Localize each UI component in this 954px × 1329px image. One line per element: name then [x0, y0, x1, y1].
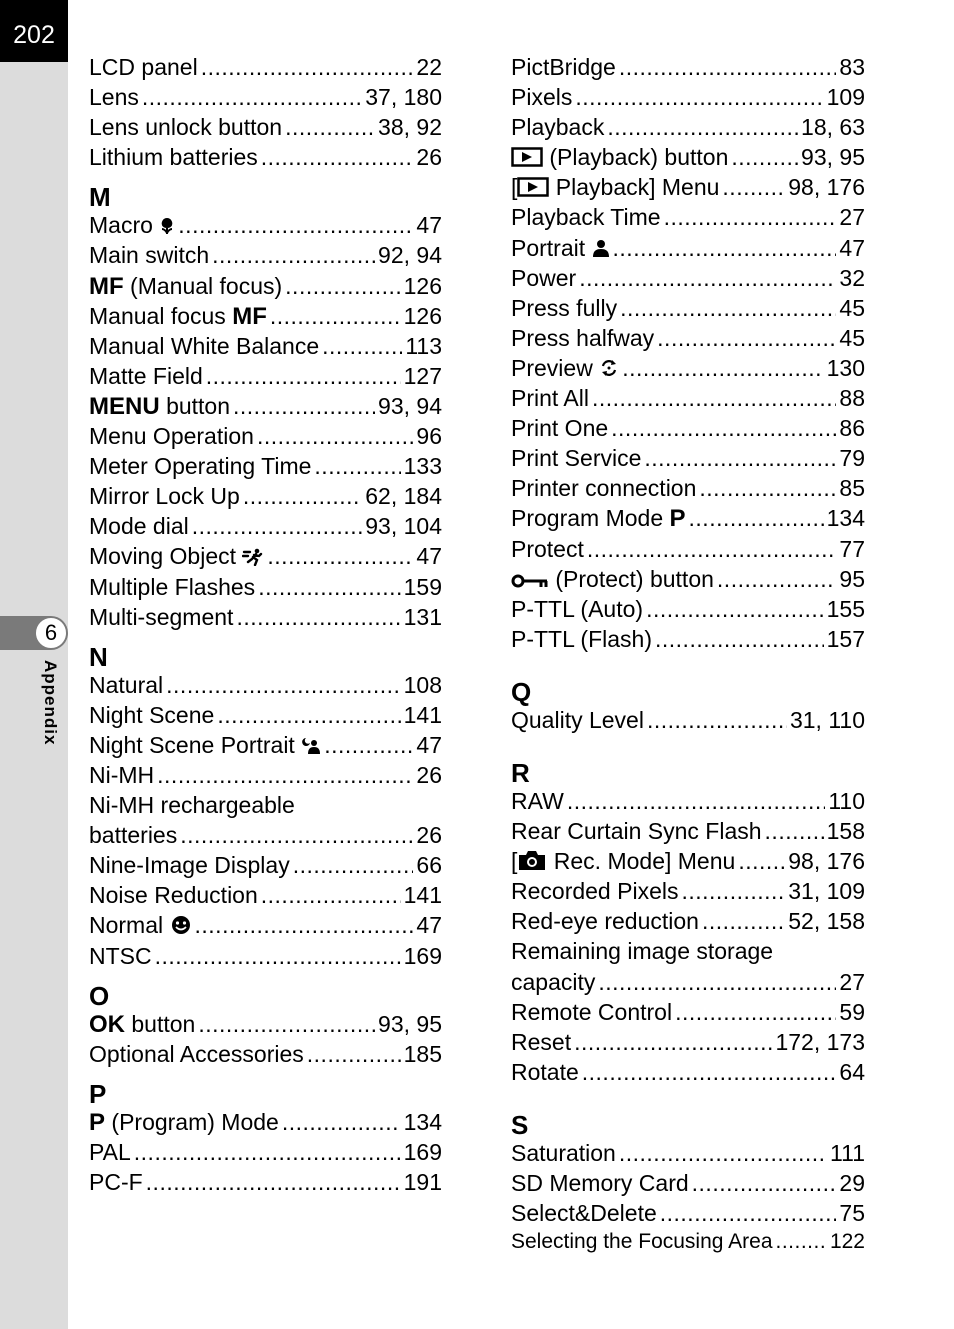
- index-entry: PictBridge ..... 83: [511, 54, 865, 84]
- index-entry: LCD panel ..... 22: [89, 54, 442, 84]
- macro-flower-icon: [159, 214, 175, 241]
- index-entry: Pixels ..... 109: [511, 84, 865, 114]
- index-entry: Print All ..... 88: [511, 385, 865, 415]
- index-entry: Recorded Pixels ..... 31, 109: [511, 878, 865, 908]
- index-entry: PAL ..... 169: [89, 1139, 442, 1169]
- index-entry: Main switch ..... 92, 94: [89, 242, 442, 272]
- index-entry: [ Rec. Mode] Menu ..... 98, 176: [511, 848, 865, 878]
- index-entry: Red-eye reduction ..... 52, 158: [511, 908, 865, 938]
- section-heading: S: [511, 1109, 529, 1140]
- index-entry: batteries ..... 26: [89, 822, 442, 852]
- index-entry: Macro ..... 47: [89, 212, 442, 242]
- section-heading: R: [511, 757, 530, 788]
- index-entry: Ni-MH rechargeable: [89, 792, 295, 819]
- index-entry: OK button ..... 93, 95: [89, 1011, 442, 1041]
- index-entry: Selecting the Focusing Area ..... 122: [511, 1230, 865, 1260]
- index-entry: (Playback) button ..... 93, 95: [511, 144, 865, 174]
- index-entry: MENU button ..... 93, 94: [89, 393, 442, 423]
- index-entry: NTSC ..... 169: [89, 943, 442, 973]
- index-entry: Natural ..... 108: [89, 672, 442, 702]
- index-entry: Program Mode P ..... 134: [511, 505, 865, 535]
- index-entry: (Protect) button ..... 95: [511, 566, 865, 596]
- index-column-right: [511, 54, 865, 1260]
- playback-icon: [517, 176, 549, 203]
- index-entry: Playback Time ..... 27: [511, 204, 865, 234]
- index-entry: Multi-segment ..... 131: [89, 604, 442, 634]
- index-entry: Rear Curtain Sync Flash ..... 158: [511, 818, 865, 848]
- mf-symbol: MF: [232, 302, 267, 330]
- index-entry: Portrait ..... 47: [511, 235, 865, 265]
- moving-object-runner-icon: [242, 545, 264, 572]
- index-entry: Lens unlock button ..... 38, 92: [89, 114, 442, 144]
- portrait-person-icon: [592, 237, 610, 264]
- index-entry: Manual White Balance ..... 113: [89, 333, 442, 363]
- mf-symbol: MF: [89, 272, 124, 300]
- program-symbol: P: [89, 1108, 106, 1136]
- preview-refresh-icon: [599, 357, 619, 384]
- chapter-number: 6: [35, 617, 67, 649]
- index-entry: Moving Object ..... 47: [89, 543, 442, 573]
- index-entry: Lens ..... 37, 180: [89, 84, 442, 114]
- index-entry: MF (Manual focus) ..... 126: [89, 273, 442, 303]
- index-entry: Power ..... 32: [511, 265, 865, 295]
- index-entry: PC-F ..... 191: [89, 1169, 442, 1199]
- index-entry: capacity ..... 27: [511, 969, 865, 999]
- index-entry: Press halfway ..... 45: [511, 325, 865, 355]
- index-entry: Quality Level ..... 31, 110: [511, 707, 865, 737]
- index-entry: Playback ..... 18, 63: [511, 114, 865, 144]
- index-entry: P (Program) Mode ..... 134: [89, 1109, 442, 1139]
- index-entry: Matte Field ..... 127: [89, 363, 442, 393]
- menu-symbol: MENU: [89, 392, 160, 420]
- protect-key-icon: [511, 568, 549, 595]
- index-entry: Remote Control ..... 59: [511, 999, 865, 1029]
- index-entry: Night Scene Portrait ..... 47: [89, 732, 442, 762]
- index-entry: Mirror Lock Up ..... 62, 184: [89, 483, 442, 513]
- program-symbol: P: [669, 505, 686, 533]
- playback-icon: [511, 146, 543, 173]
- ok-symbol: OK: [89, 1010, 125, 1038]
- index-column-left: [89, 54, 442, 1199]
- index-entry: Normal ..... 47: [89, 912, 442, 942]
- section-heading: P: [89, 1078, 107, 1109]
- page-number: 202: [0, 0, 68, 62]
- index-entry: Mode dial ..... 93, 104: [89, 513, 442, 543]
- index-entry: Select&Delete ..... 75: [511, 1200, 865, 1230]
- index-entry: Printer connection ..... 85: [511, 475, 865, 505]
- index-entry: RAW ..... 110: [511, 788, 865, 818]
- index-entry: Print One ..... 86: [511, 415, 865, 445]
- camera-icon: [517, 849, 547, 877]
- index-entry: Press fully ..... 45: [511, 295, 865, 325]
- normal-smiley-icon: [170, 914, 192, 941]
- index-entry: Menu Operation ..... 96: [89, 423, 442, 453]
- index-entry: Rotate ..... 64: [511, 1059, 865, 1089]
- index-entry: SD Memory Card ..... 29: [511, 1170, 865, 1200]
- index-entry: Optional Accessories ..... 185: [89, 1041, 442, 1071]
- index-entry: Noise Reduction ..... 141: [89, 882, 442, 912]
- index-entry: Nine-Image Display ..... 66: [89, 852, 442, 882]
- index-entry: Ni-MH ..... 26: [89, 762, 442, 792]
- index-entry: Manual focus MF ..... 126: [89, 303, 442, 333]
- section-heading: Q: [511, 676, 532, 707]
- index-entry: Print Service ..... 79: [511, 445, 865, 475]
- section-heading: N: [89, 641, 108, 672]
- night-scene-portrait-icon: [301, 734, 321, 761]
- index-entry: Night Scene ..... 141: [89, 702, 442, 732]
- section-heading: O: [89, 980, 110, 1011]
- index-entry: Protect ..... 77: [511, 536, 865, 566]
- index-entry: Saturation ..... 111: [511, 1140, 865, 1170]
- section-heading: M: [89, 182, 111, 213]
- index-entry: Remaining image storage: [511, 938, 774, 965]
- index-entry: Lithium batteries ..... 26: [89, 144, 442, 174]
- chapter-label: Appendix: [41, 660, 60, 746]
- index-entry: P-TTL (Auto) ..... 155: [511, 596, 865, 626]
- index-entry: P-TTL (Flash) ..... 157: [511, 626, 865, 656]
- index-entry: Multiple Flashes ..... 159: [89, 574, 442, 604]
- index-entry: Preview ..... 130: [511, 355, 865, 385]
- index-entry: [ Playback] Menu ..... 98, 176: [511, 174, 865, 204]
- index-entry: Meter Operating Time ..... 133: [89, 453, 442, 483]
- index-entry: Reset ..... 172, 173: [511, 1029, 865, 1059]
